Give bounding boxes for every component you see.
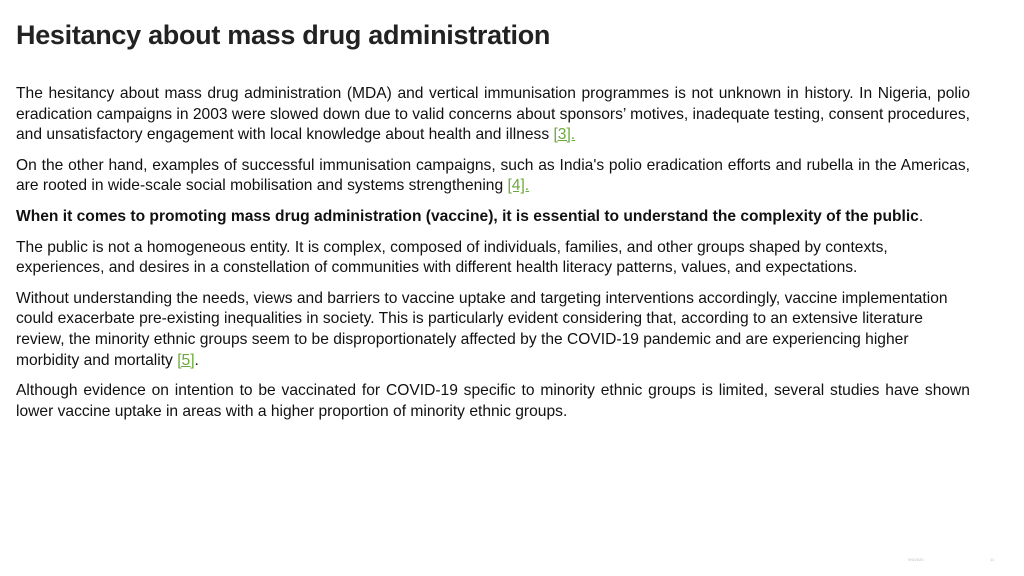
reference-link-4[interactable]: [4]. [507, 177, 530, 195]
paragraph-text: Although evidence on intention to be vaccinated for COVID-19 specific to minority ethnic groups is limited, several studies have shown lower vaccine uptake in areas with a higher proportion of minority ethnic groups. [16, 382, 970, 420]
paragraph-text: Without understanding the needs, views and barriers to vaccine uptake and targeting interventions accordingly, vaccine implementation could exacerbate pre-existing inequalities in society. This is particularly evident considering that, according to an extensive literature review, the minority ethnic groups seem to be disproportionately affected by the COVID-19 pandemic and are experiencing higher morbidity and mortality [16, 289, 948, 369]
footer-date: 9/9/2020 [908, 557, 924, 562]
paragraph-mda-hesitancy-history [16, 84, 970, 146]
key-message-tail: . [918, 207, 924, 225]
paragraph-public-complexity [16, 238, 970, 279]
footer-page-number: 11 [990, 557, 995, 562]
slide-body [16, 84, 970, 432]
paragraph-key-message [16, 207, 970, 228]
paragraph-successful-campaigns [16, 156, 970, 197]
slide-title: Hesitancy about mass drug administration [16, 20, 551, 50]
paragraph-text: On the other hand, examples of successful immunisation campaigns, such as India's polio eradication efforts and rubella in the Americas, are rooted in wide-scale social mobilisation and systems strengthening [16, 156, 970, 195]
paragraph-vaccine-uptake-evidence [16, 381, 970, 422]
paragraph-text: The hesitancy about mass drug administration (MDA) and vertical immunisation programmes is not unknown in history. In Nigeria, polio eradication campaigns in 2003 were slowed down due to valid concerns about sponsors’ motives, inadequate testing, consent procedures, and unsatisfactory engagement with local knowledge about health and illness [16, 85, 970, 144]
paragraph-inequalities [16, 289, 970, 371]
key-message-bold-text: When it comes to promoting mass drug administration (vaccine), it is essential to understand the complexity of the public [16, 207, 919, 225]
reference-link-3[interactable]: [3]. [553, 126, 576, 144]
paragraph-text: The public is not a homogeneous entity. It is complex, composed of individuals, families, and other groups shaped by contexts, experiences, and desires in a constellation of communities with different health literacy patterns, values, and expectations. [16, 238, 888, 277]
paragraph-tail: . [194, 351, 199, 369]
reference-link-5[interactable]: [5] [177, 351, 195, 369]
